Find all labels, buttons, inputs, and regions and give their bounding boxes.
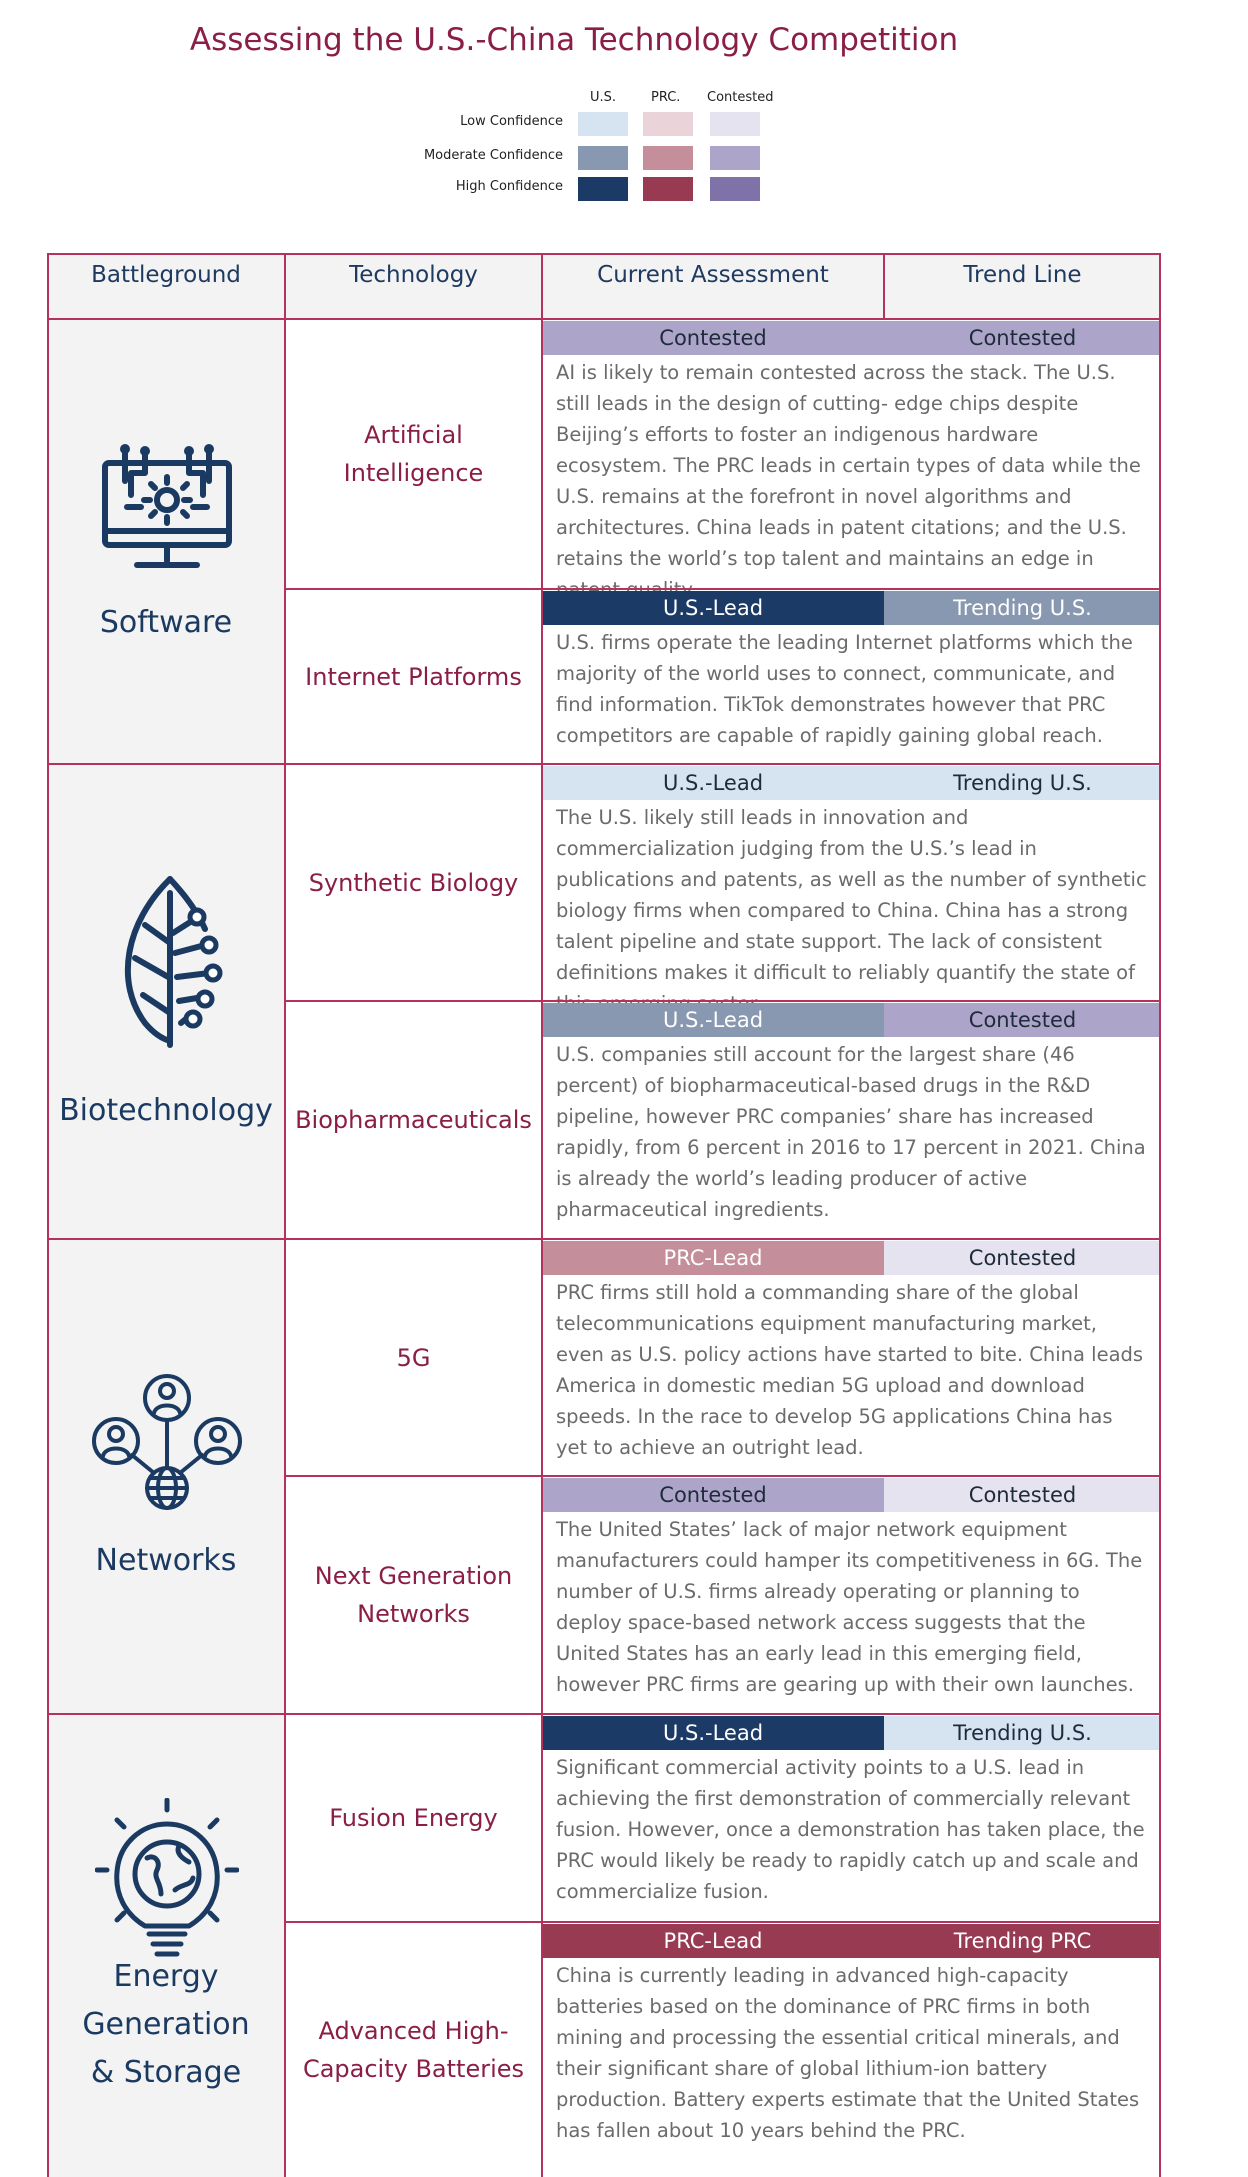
confidence-legend — [0, 0, 1248, 230]
header-trend-line: Trend Line — [963, 262, 1082, 288]
description-biopharmaceuticals: U.S. companies still account for the largest share (46 percent) of biopharmaceutical-based drugs in the R&D pipeline, however PRC companies’ share has increased rapidly, from 6 percent in 2016 to 17 percent in 2021. China is already the world’s leading producer of active pharmaceutical ingredients. — [556, 1043, 1146, 1221]
technology-batteries-line2: Capacity Batteries — [302, 2054, 525, 2083]
description-next-gen-networks: The United States’ lack of major network equipment manufacturers could hamper its competitiveness in 6G. The number of U.S. firms already operating or planning to deploy space-based network access suggests that the United States has an early lead in this emerging field, however PRC firms are gearing up with their own launches. — [556, 1518, 1143, 1696]
table-border-right — [1159, 253, 1161, 2177]
technology-synthetic-biology-label: Synthetic Biology — [308, 868, 519, 897]
battleground-software: Software — [99, 605, 233, 640]
legend-row-low: Low Confidence — [460, 114, 563, 129]
group-divider-1 — [47, 763, 1161, 765]
trend-tag-biopharmaceuticals: Contested — [884, 1003, 1161, 1037]
legend-row-moderate: Moderate Confidence — [423, 148, 563, 163]
row-divider-4 — [285, 1921, 1161, 1923]
technology-internet-platforms-label: Internet Platforms — [305, 662, 522, 691]
divider-col-1 — [284, 253, 286, 2177]
lightbulb-globe-icon — [95, 1798, 239, 1962]
technology-batteries-line1: Advanced High- — [318, 2016, 509, 2045]
swatch-prc-low — [643, 112, 693, 136]
header-technology: Technology — [349, 262, 478, 288]
description-advanced-batteries: China is currently leading in advanced high-capacity batteries based on the dominance of PRC firms in both mining and processing the essential critical minerals, and their significant share of global lithium-ion battery production. Battery experts estimate that the United States has fallen about 10 years behind the PRC. — [556, 1964, 1140, 2142]
assessment-tag-biopharmaceuticals: U.S.-Lead — [542, 1003, 884, 1037]
technology-next-gen-line1: Next Generation — [314, 1562, 513, 1590]
technology-biopharmaceuticals — [285, 1001, 542, 1239]
legend-col-contested: Contested — [707, 90, 774, 105]
technology-internet-platforms — [285, 589, 542, 764]
group-divider-3 — [47, 1713, 1161, 1715]
description-5g: PRC firms still hold a commanding share of the global telecommunications equipment manufacturing market, even as U.S. policy actions have started to bite. China leads America in domestic median 5G upload and download speeds. In the race to develop 5G applications China has yet to achieve an outright lead. — [556, 1281, 1144, 1459]
battleground-energy-line2: Generation — [82, 2007, 250, 2042]
battleground-biotechnology: Biotechnology — [59, 1093, 273, 1128]
description-fusion-energy: Significant commercial activity points to a U.S. lead in achieving the first demonstration of commercially relevant fusion. However, once a demonstration has taken place, the PRC would likely be ready to rapidly catch up and scale and commercialize fusion. — [556, 1756, 1145, 1903]
swatch-contested-low — [710, 112, 760, 136]
row-divider-2 — [285, 1000, 1161, 1002]
table-border-left — [47, 253, 49, 2177]
battleground-energy-line1: Energy — [113, 1959, 219, 1994]
swatch-us-moderate — [578, 146, 628, 170]
description-ai: AI is likely to remain contested across the stack. The U.S. still leads in the design of cutting- edge chips despite Beijing’s efforts to foster an indigenous hardware ecosystem. The PRC leads in certain types of data while the U.S. remains at the forefront in novel algorithms and architectures. China leads in patent citations; and the U.S. retains the world’s top talent and maintains an edge in — [556, 361, 1141, 570]
trend-tag-internet-platforms: Trending U.S. — [884, 591, 1161, 625]
technology-5g — [285, 1239, 542, 1476]
swatch-contested-high — [710, 177, 760, 201]
assessment-tag-next-gen-networks: Contested — [542, 1478, 884, 1512]
assessment-tag-internet-platforms: U.S.-Lead — [542, 591, 884, 625]
technology-next-gen-networks — [285, 1476, 542, 1714]
assessment-tag-synthetic-biology: U.S.-Lead — [542, 766, 884, 800]
swatch-us-low — [578, 112, 628, 136]
technology-next-gen-line2: Networks — [357, 1600, 470, 1628]
trend-tag-synthetic-biology: Trending U.S. — [884, 766, 1161, 800]
divider-col-3-header — [883, 253, 885, 319]
battleground-networks: Networks — [95, 1543, 237, 1578]
technology-5g-label: 5G — [396, 1343, 431, 1372]
technology-ai — [285, 319, 542, 589]
row-divider-3 — [285, 1475, 1161, 1477]
swatch-us-high — [578, 177, 628, 201]
divider-col-2 — [541, 253, 543, 2177]
trend-tag-5g: Contested — [884, 1241, 1161, 1275]
technology-ai-line2: Intelligence — [343, 459, 484, 487]
technology-fusion-energy — [285, 1714, 542, 1922]
leaf-dna-icon — [105, 873, 235, 1057]
row-divider-1 — [285, 588, 1161, 590]
trend-tag-fusion-energy: Trending U.S. — [884, 1716, 1161, 1750]
technology-synthetic-biology — [285, 764, 542, 1001]
header-current-assessment: Current Assessment — [597, 262, 829, 288]
technology-ai-line1: Artificial — [364, 421, 463, 449]
swatch-prc-moderate — [643, 146, 693, 170]
assessment-tag-ai: Contested — [542, 321, 884, 355]
trend-tag-next-gen-networks: Contested — [884, 1478, 1161, 1512]
legend-col-us: U.S. — [590, 90, 617, 105]
trend-tag-advanced-batteries: Trending PRC — [884, 1924, 1161, 1958]
header-divider — [47, 318, 1161, 320]
swatch-contested-moderate — [710, 146, 760, 170]
legend-row-high: High Confidence — [455, 179, 563, 194]
technology-advanced-batteries — [285, 1922, 542, 2177]
trend-tag-ai: Contested — [884, 321, 1161, 355]
technology-fusion-energy-label: Fusion Energy — [329, 1804, 498, 1832]
page-title: Assessing the U.S.-China Technology Competition — [189, 22, 959, 58]
assessment-tag-advanced-batteries: PRC-Lead — [542, 1924, 884, 1958]
technology-biopharmaceuticals-label: Biopharmaceuticals — [295, 1106, 532, 1134]
battleground-energy-line3: & Storage — [90, 2055, 242, 2090]
table-border-top — [47, 253, 1161, 255]
swatch-prc-high — [643, 177, 693, 201]
network-people-globe-icon — [92, 1373, 242, 1517]
header-battleground: Battleground — [91, 262, 241, 288]
legend-col-prc: PRC. — [651, 90, 681, 105]
computer-circuit-icon — [97, 443, 237, 577]
assessment-tag-fusion-energy: U.S.-Lead — [542, 1716, 884, 1750]
assessment-table — [47, 253, 1161, 2177]
description-synthetic-biology: The U.S. likely still leads in innovation and commercialization judging from the U.S.’s lead in publications and patents, as well as the number of synthetic biology firms when compared to China. China has a strong talent pipeline and state support. The lack of consistent definitions makes it difficult to reliably quantify the state of — [556, 806, 1147, 984]
group-divider-2 — [47, 1238, 1161, 1240]
assessment-tag-5g: PRC-Lead — [542, 1241, 884, 1275]
description-internet-platforms: U.S. firms operate the leading Internet platforms which the majority of the world uses to connect, communicate, and find information. TikTok demonstrates however that PRC competitors are capable of rapidly gaining global reach. — [556, 631, 1133, 747]
